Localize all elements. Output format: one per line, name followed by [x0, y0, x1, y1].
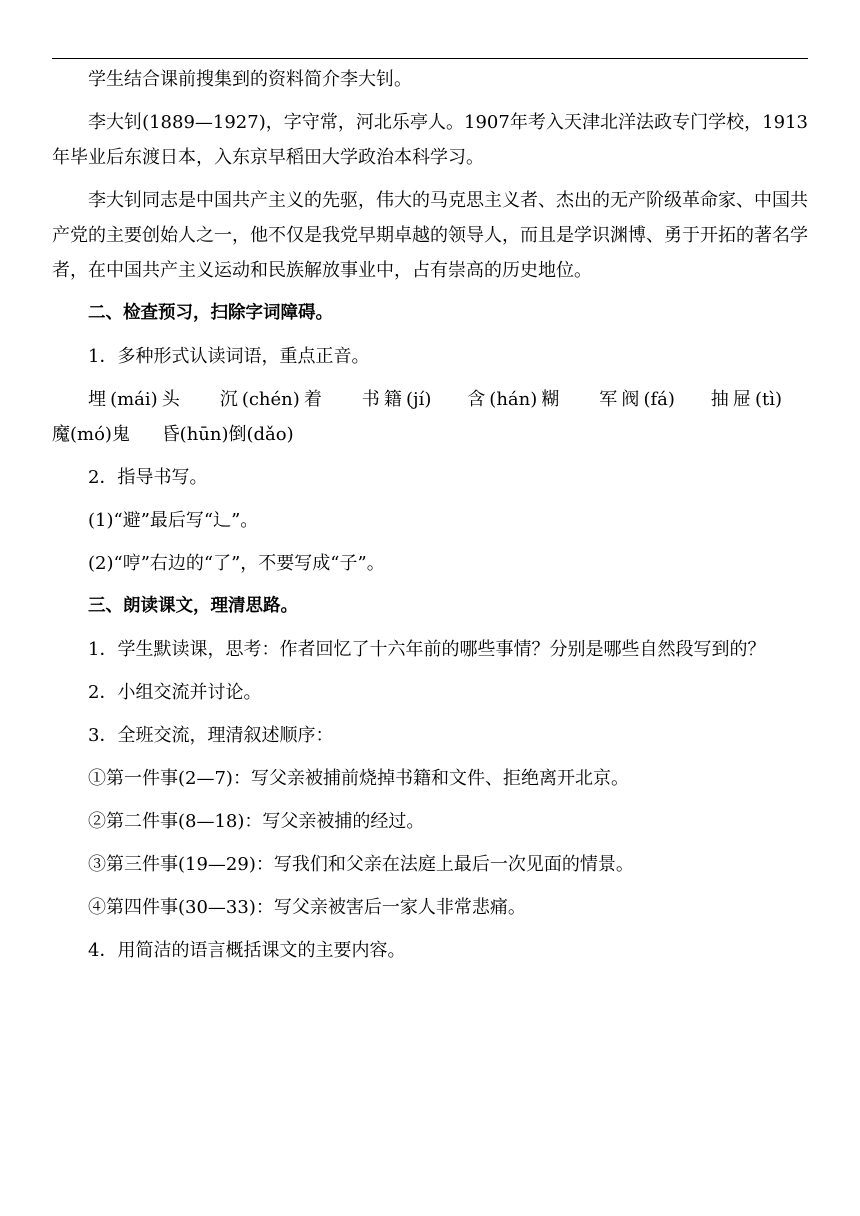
intro-paragraph: 学生结合课前搜集到的资料简介李大钊。	[88, 69, 412, 90]
vocab-word: 昏(hūn)倒(dǎo)	[161, 424, 294, 445]
evaluation-paragraph: 李大钊同志是中国共产主义的先驱，伟大的马克思主义者、杰出的无产阶级革命家、中国共产党的主要创始人之一，他不仅是我党早期卓越的领导人，而且是学识渊博、勇于开拓的著名学者，在中国共产主义运动和民族解放事业中，占有崇高的历史地位。	[52, 190, 808, 281]
vocab-word: 埋(mái)头	[88, 389, 184, 410]
vocab-word: 沉(chén)着	[219, 389, 326, 410]
step-2-2b: (2)“哼”右边的“了”，不要写成“子”。	[88, 553, 385, 574]
event-2: ②第二件事(8—18)：写父亲被捕的经过。	[88, 811, 425, 832]
event-1: ①第一件事(2—7)：写父亲被捕前烧掉书籍和文件、拒绝离开北京。	[88, 768, 629, 789]
event-3: ③第三件事(19—29)：写我们和父亲在法庭上最后一次见面的情景。	[88, 854, 634, 875]
bio-paragraph: 李大钊(1889—1927)，字守常，河北乐亭人。1907年考入天津北洋法政专门学校，1913年毕业后东渡日本，入东京早稻田大学政治本科学习。	[52, 112, 808, 168]
step-3-1: 1．学生默读课，思考：作者回忆了十六年前的哪些事情？分别是哪些自然段写到的？	[88, 639, 766, 660]
step-3-3: 3．全班交流，理清叙述顺序：	[88, 725, 334, 746]
step-2-1: 1．多种形式认读词语，重点正音。	[88, 346, 370, 367]
vocab-word: 含(hán)糊	[467, 389, 564, 410]
step-2-2a: (1)“避”最后写“辶”。	[88, 510, 259, 531]
document-body	[52, 62, 808, 976]
section-heading-2: 二、检查预习，扫除字词障碍。	[88, 303, 333, 323]
section-heading-3: 三、朗读课文，理清思路。	[88, 596, 298, 616]
step-3-2: 2．小组交流并讨论。	[88, 682, 262, 703]
step-3-4: 4．用简洁的语言概括课文的主要内容。	[88, 940, 406, 961]
vocabulary-list	[52, 382, 808, 452]
vocab-word: 军阀(fá)	[599, 389, 675, 410]
header-rule	[52, 58, 808, 59]
vocab-word: 书籍(jí)	[361, 389, 432, 410]
step-2-2: 2．指导书写。	[88, 467, 208, 488]
vocab-word: 抽屉(tì)	[710, 389, 782, 410]
vocab-word: 魔(mó)鬼	[52, 424, 130, 445]
event-4: ④第四件事(30—33)：写父亲被害后一家人非常悲痛。	[88, 897, 526, 918]
